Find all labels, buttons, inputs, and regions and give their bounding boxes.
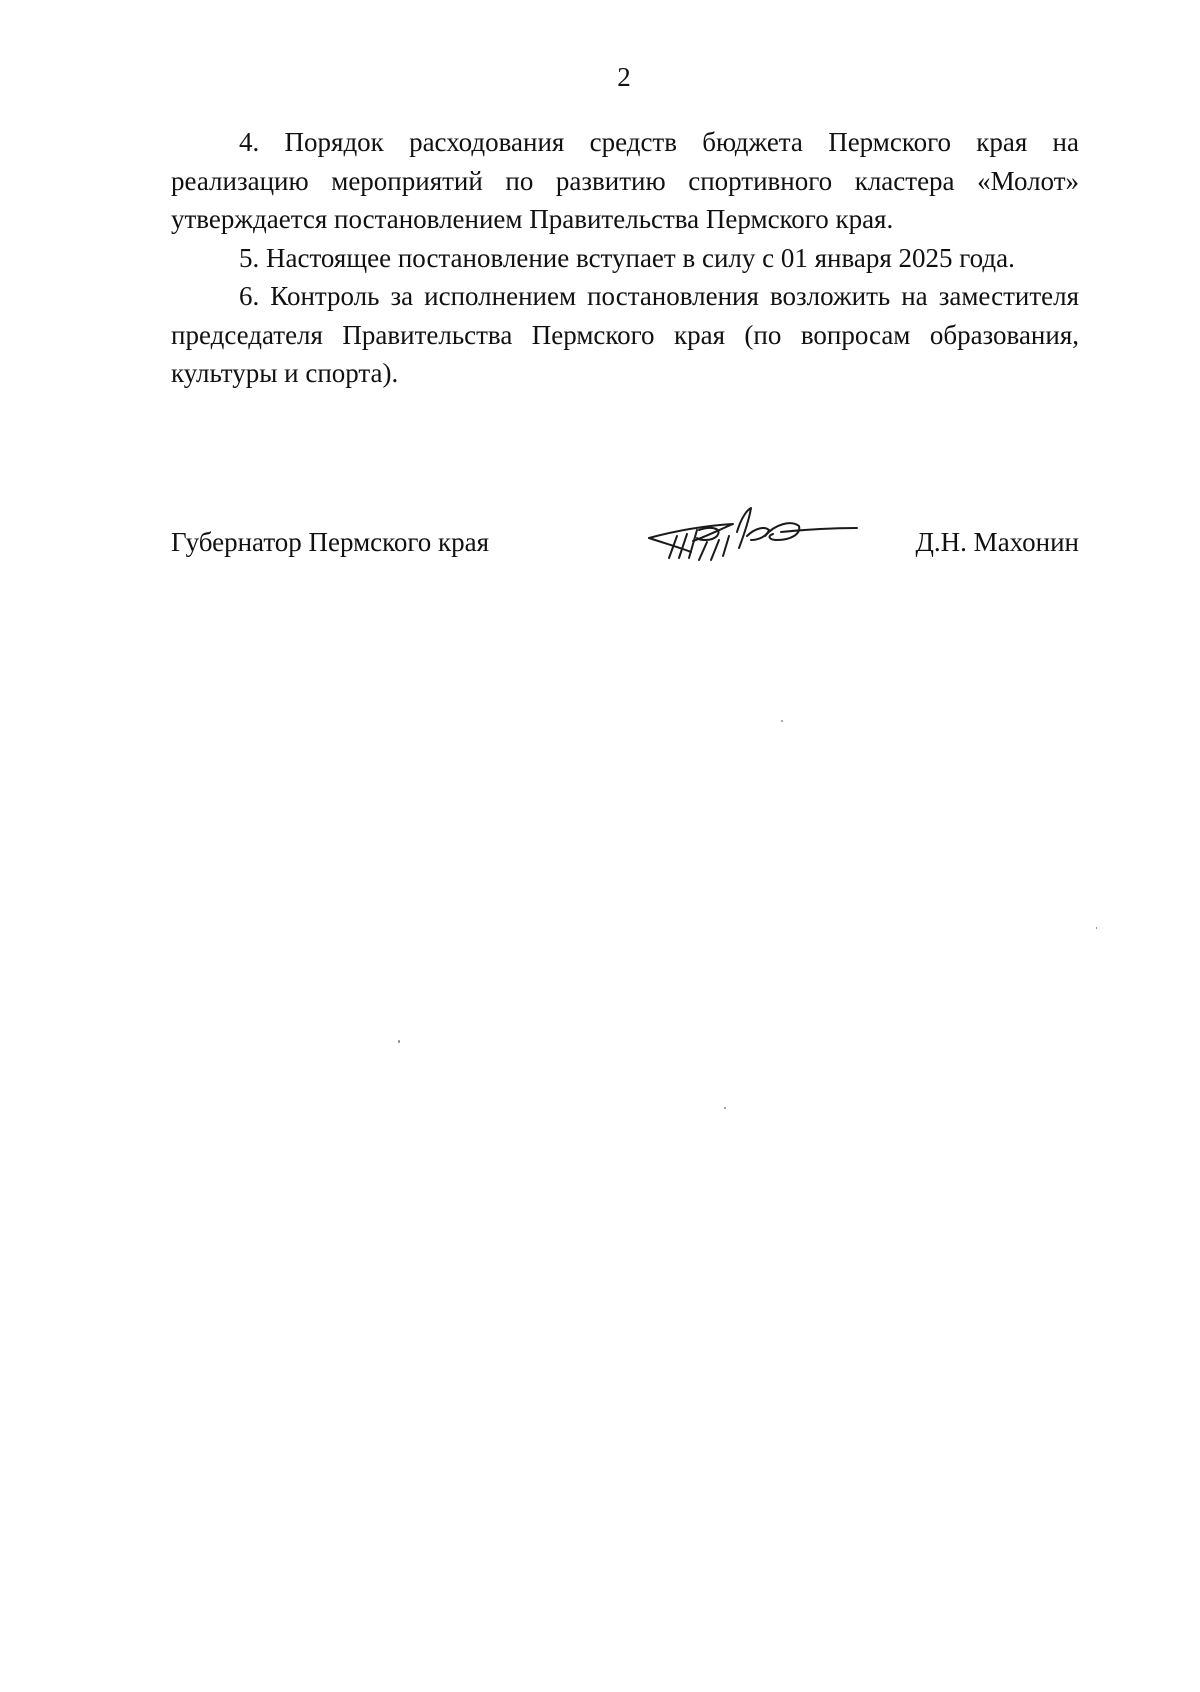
scan-speck: [724, 1107, 726, 1109]
paragraph-5: 5. Настоящее постановление вступает в силу с 01 января 2025 года.: [239, 242, 1015, 273]
signatory-name: Д.Н. Махонин: [915, 527, 1079, 557]
paragraph-6: 6. Контроль за исполнением постановления возложить на заместителя председателя Правительства Пермского края (по вопросам образования, культуры и спорта).: [171, 281, 1079, 388]
scan-speck: [1096, 927, 1097, 929]
signature-block: [171, 516, 1079, 596]
scan-speck: [398, 1040, 400, 1043]
signatory-title: Губернатор Пермского края: [171, 527, 490, 557]
document-body: [171, 123, 1079, 393]
handwritten-signature: [641, 496, 861, 576]
page-number: 2: [617, 62, 631, 92]
scan-speck: [781, 720, 783, 722]
paragraph-4: 4. Порядок расходования средств бюджета Пермского края на реализацию мероприятий по развитию спортивного кластера «Молот» утверждается постановлением Правительства Пермского края.: [171, 127, 1079, 234]
